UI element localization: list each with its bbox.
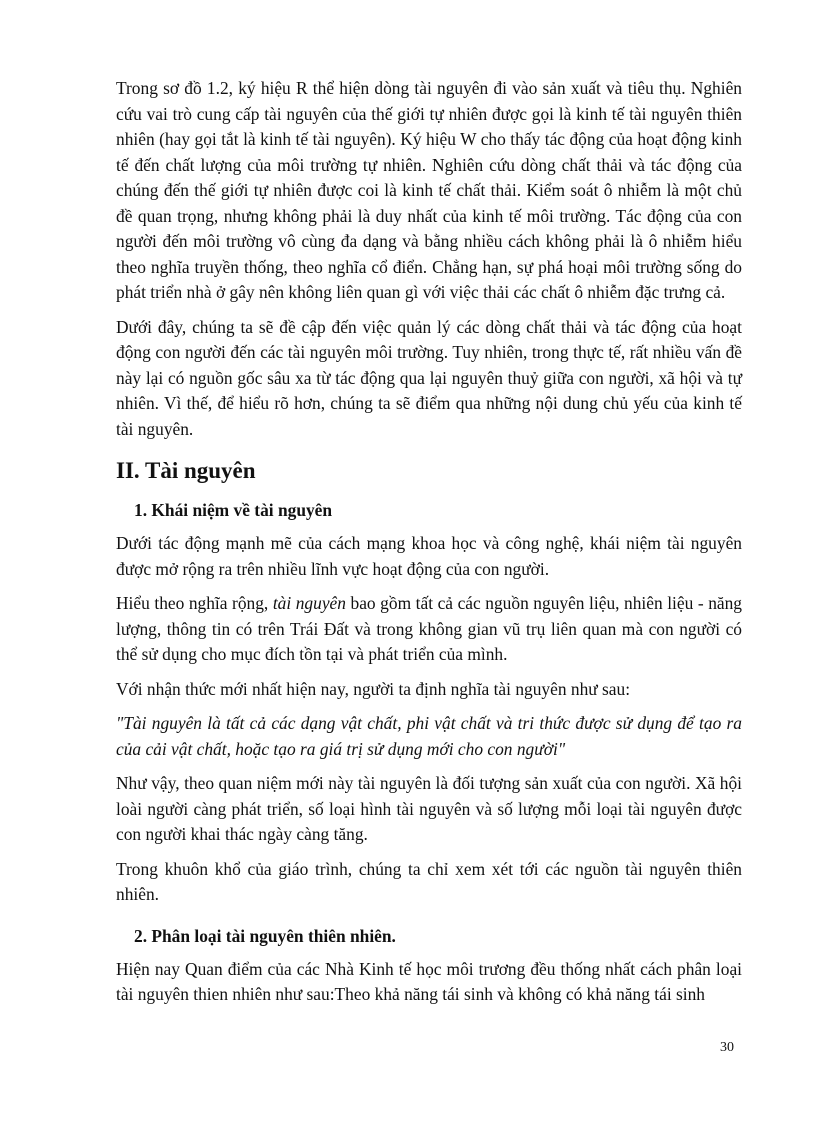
page-body — [116, 76, 742, 1017]
paragraph-classification: Hiện nay Quan điểm của các Nhà Kinh tế học môi trương đều thống nhất cách phân loại tài nguyên thien nhiên như sau:Theo khả năng tái sinh và không có khả năng tái sinh — [116, 958, 742, 1004]
section-heading-resources: II. Tài nguyên — [116, 458, 256, 483]
subheading-resource-concept: 1. Khái niệm về tài nguyên — [134, 500, 333, 520]
definition-quote: "Tài nguyên là tất cả các dạng vật chất, phi vật chất và tri thức được sử dụng để tạo ra của cải vật chất, hoặc tạo ra giá trị sử dụng mới cho con người" — [116, 713, 742, 759]
broad-definition-rest: bao gồm tất cả các nguồn nguyên liệu, nhiên liệu - năng lượng, thông tin có trên Trái Đất và trong không gian vũ trụ liên quan mà con người có thể sử dụng cho mục đích tồn tại và phát triển của mình. — [116, 593, 742, 664]
subheading-classification: 2. Phân loại tài nguyên thiên nhiên. — [134, 925, 396, 946]
paragraph-resource-concept: Dưới tác động mạnh mẽ của cách mạng khoa học và công nghệ, khái niệm tài nguyên được mở rộng ra trên nhiều lĩnh vực hoạt động của con người. — [116, 533, 742, 579]
paragraph-scope: Trong khuôn khổ của giáo trình, chúng ta chỉ xem xét tới các nguồn tài nguyên thiên nhiên. — [116, 858, 742, 904]
broad-definition-lead: Hiểu theo nghĩa rộng, — [116, 593, 273, 613]
paragraph-production-object: Như vậy, theo quan niệm mới này tài nguyên là đối tượng sản xuất của con người. Xã hội loài người càng phát triển, số loại hình tài nguyên và số lượng mỗi loại tài nguyên được con người khai thác ngày càng tăng. — [116, 773, 742, 844]
paragraph-broad-definition — [116, 591, 742, 668]
paragraph-definition-intro: Với nhận thức mới nhất hiện nay, người ta định nghĩa tài nguyên như sau: — [116, 678, 631, 699]
resource-term: tài nguyên — [272, 593, 346, 613]
paragraph-resource-flow: Trong sơ đồ 1.2, ký hiệu R thể hiện dòng tài nguyên đi vào sản xuất và tiêu thụ. Nghiên cứu vai trò cung cấp tài nguyên của thế giới tự nhiên được gọi là kinh tế tài nguyên thiên nhiên (hay gọi tắt là kinh tế tài nguyên). Ký hiệu W cho thấy tác động của hoạt động kinh tế đến chất lượng của môi trường tự nhiên. Nghiên cứu dòng chất thải và tác động của chúng đến thế giới tự nhiên được coi là kinh tế chất thải. Kiểm soát ô nhiễm là một chủ đề quan trọng, nhưng không phải là duy nhất của kinh tế môi trường. Tác động của con người đến môi trường vô cùng đa dạng và bằng nhiều cách không phải là ô nhiễm hiểu theo nghĩa truyền thống, theo nghĩa cổ điển. Chẳng hạn, sự phá hoại môi trường sống do phát triển nhà ở gây nên không liên quan gì với việc thải các chất ô nhiễm đặc trưng cả. — [116, 78, 742, 302]
paragraph-waste-management: Dưới đây, chúng ta sẽ đề cập đến việc quản lý các dòng chất thải và tác động của hoạt động con người đến các tài nguyên môi trường. Tuy nhiên, trong thực tế, rất nhiều vấn đề này lại có nguồn gốc sâu xa từ tác động qua lại nguyên thuỷ giữa con người, xã hội và tự nhiên. Vì thế, để hiểu rõ hơn, chúng ta sẽ điểm qua những nội dung chủ yếu của kinh tế tài nguyên. — [116, 316, 742, 439]
page-number: 30 — [720, 1040, 734, 1055]
